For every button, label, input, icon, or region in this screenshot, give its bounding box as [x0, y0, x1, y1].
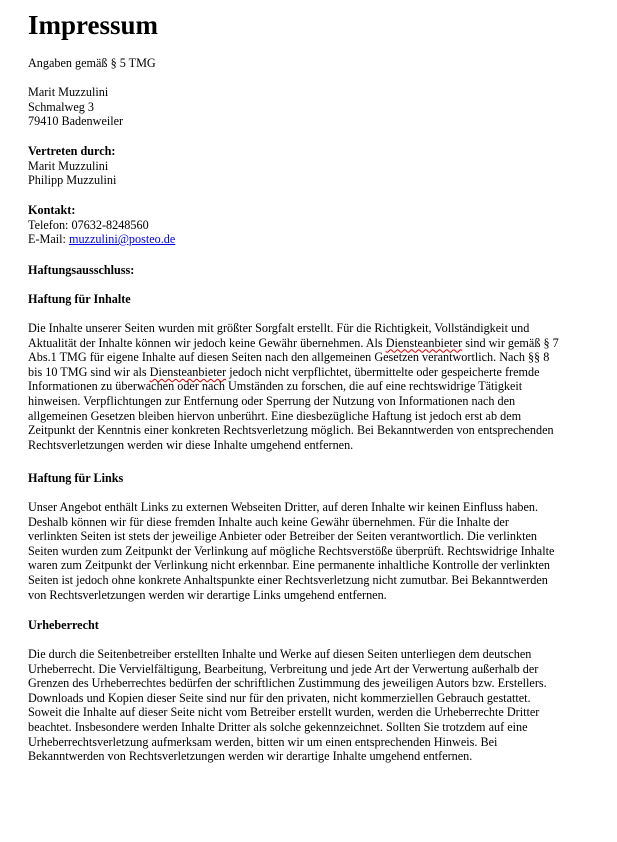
email-label: E-Mail: — [28, 232, 69, 247]
tmg-note: Angaben gemäß § 5 TMG — [28, 56, 156, 70]
contact-phone: Telefon: 07632-8248560 — [28, 217, 149, 232]
address-street: Schmalweg 3 — [28, 99, 95, 114]
paragraph-line: Urheberrechtsverletzung aufmerksam werden, bitten wir um einen entsprechenden Hinweis. Bei — [28, 734, 498, 749]
contact-block — [28, 203, 175, 247]
paragraph-line: Unser Angebot enthält Links zu externen Webseiten Dritter, auf deren Inhalte wir keinen Einfluss haben. — [28, 500, 539, 514]
paragraph-line: Zeitpunkt der Kenntnis einer konkreten Rechtsverletzung möglich. Bei Bekanntwerden von entsprechenden — [28, 423, 554, 438]
paragraph-line: Die Inhalte unserer Seiten wurden mit größter Sorgfalt erstellt. Für die Richtigkeit, Vollständigkeit und — [28, 321, 530, 335]
page-title: Impressum — [28, 10, 159, 40]
disclaimer-heading: Haftungsausschluss: — [28, 263, 135, 277]
links-liability-heading: Haftung für Links — [28, 471, 124, 485]
paragraph-line: Die durch die Seitenbetreiber erstellten Inhalte und Werke auf diesen Seiten unterliegen dem deutschen — [28, 647, 532, 661]
representative-name: Marit Muzzulini — [28, 158, 109, 173]
paragraph-line: Downloads und Kopien dieser Seite sind nur für den privaten, nicht kommerziellen Gebrauch gestattet. — [28, 690, 531, 705]
links-liability-paragraph — [28, 500, 588, 602]
paragraph-line: Grenzen des Urheberrechtes bedürfen der schriftlichen Zustimmung des jeweiligen Autors bzw. Erstellers. — [28, 676, 547, 691]
paragraph-line: verlinkten Seiten ist stets der jeweilige Anbieter oder Betreiber der Seiten verantwortlich. Die verlinkten — [28, 529, 537, 544]
paragraph-line: Bekanntwerden von Rechtsverletzungen werden wir derartige Inhalte umgehend entfernen. — [28, 749, 473, 764]
paragraph-line: Seiten wurden zum Zeitpunkt der Verlinkung auf mögliche Rechtsverstöße überprüft. Rechtswidrige Inhalte — [28, 543, 555, 558]
address-name: Marit Muzzulini — [28, 85, 109, 99]
paragraph-line: Informationen zu überwachen oder nach Umständen zu forschen, die auf eine rechtswidrige Tätigkeit — [28, 379, 523, 394]
paragraph-line: Rechtsverletzungen werden wir diese Inhalte umgehend entfernen. — [28, 437, 354, 452]
paragraph-line: allgemeinen Gesetzen bleiben hiervon unberührt. Eine diesbezügliche Haftung ist jedoch erst ab dem — [28, 408, 522, 423]
paragraph-line: Urheberrecht. Die Vervielfältigung, Bearbeitung, Verbreitung und jede Art der Verwertung außerhalb der — [28, 661, 539, 676]
contact-heading: Kontakt: — [28, 203, 76, 217]
email-link[interactable]: muzzulini@posteo.de — [68, 232, 176, 247]
contact-email-row — [28, 232, 175, 247]
paragraph-line: beachtet. Insbesondere werden Inhalte Dritter als solche gekennzeichnet. Sollten Sie trotzdem auf eine — [28, 719, 528, 734]
content-liability-heading: Haftung für Inhalte — [28, 292, 131, 306]
spellcheck-marked-word: Diensteanbieter — [149, 364, 227, 379]
spellcheck-marked-word: Diensteanbieter — [385, 335, 463, 350]
paragraph-line: Aktualität der Inhalte können wir jedoch keine Gewähr übernehmen. Als Diensteanbieter sind wir gemäß § 7 — [28, 335, 559, 350]
address-block — [28, 85, 123, 129]
copyright-paragraph — [28, 647, 588, 764]
paragraph-line: Seiten ist jedoch ohne konkrete Anhaltspunkte einer Rechtsverletzung nicht zumutbar. Bei Bekanntwerden — [28, 572, 548, 587]
paragraph-line: Soweit die Inhalte auf dieser Seite nicht vom Betreiber erstellt wurden, werden die Urheberrechte Dritter — [28, 705, 540, 720]
paragraph-line: hinweisen. Verpflichtungen zur Entfernung oder Sperrung der Nutzung von Informationen nach den — [28, 393, 516, 408]
content-liability-paragraph — [28, 321, 588, 452]
paragraph-line: Deshalb können wir für diese fremden Inhalte auch keine Gewähr übernehmen. Für die Inhalte der — [28, 514, 509, 529]
paragraph-line: Abs.1 TMG für eigene Inhalte auf diesen Seiten nach den allgemeinen Gesetzen verantwortlich. Nach §§ 8 — [28, 350, 550, 365]
copyright-heading: Urheberrecht — [28, 618, 99, 632]
paragraph-line: waren zum Zeitpunkt der Verlinkung nicht erkennbar. Eine permanente inhaltliche Kontrolle der verlinkten — [28, 558, 550, 573]
address-city: 79410 Badenweiler — [28, 114, 124, 129]
representatives-block — [28, 144, 116, 188]
representatives-heading: Vertreten durch: — [28, 144, 116, 158]
representative-name: Philipp Muzzulini — [28, 173, 117, 188]
paragraph-line: bis 10 TMG sind wir als Diensteanbieter jedoch nicht verpflichtet, übermittelte oder gespeicherte fremde — [28, 364, 540, 379]
paragraph-line: von Rechtsverletzungen werden wir derartige Links umgehend entfernen. — [28, 587, 387, 602]
